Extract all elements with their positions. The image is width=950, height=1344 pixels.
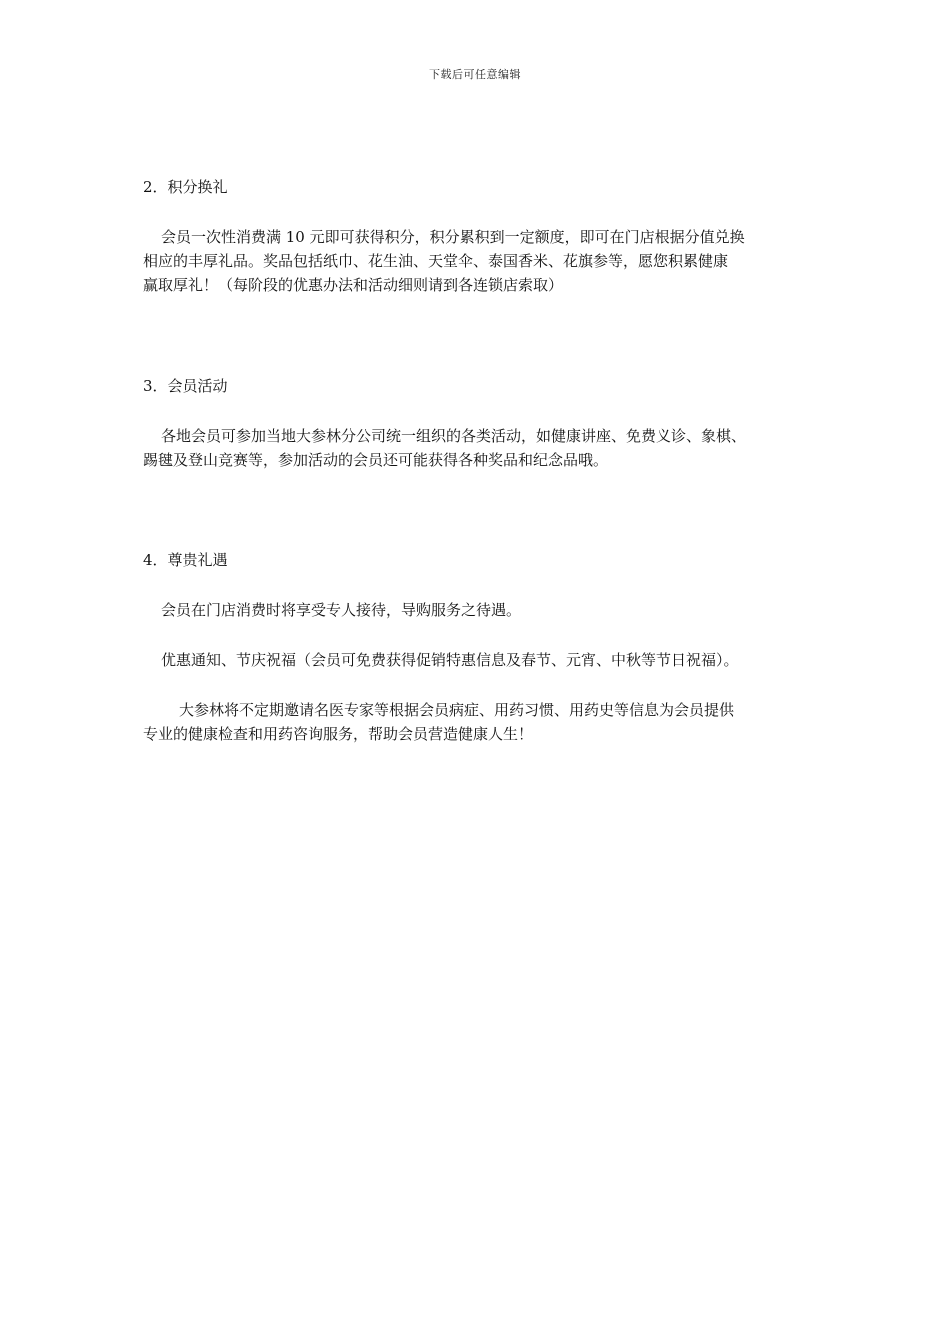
section-body-member-activities <box>143 424 813 472</box>
text-line: 相应的丰厚礼品。奖品包括纸巾、花生油、天堂伞、泰国香米、花旗参等，愿您积累健康 <box>143 252 729 270</box>
text-line: 会员在门店消费时将享受专人接待，导购服务之待遇。 <box>161 601 522 619</box>
section-heading-vip-treatment: 4．尊贵礼遇 <box>143 551 228 569</box>
text-line: 各地会员可参加当地大参林分公司统一组织的各类活动，如健康讲座、免费义诊、象棋、 <box>161 427 747 445</box>
page-header-note: 下载后可任意编辑 <box>429 68 521 81</box>
text-line: 专业的健康检查和用药咨询服务，帮助会员营造健康人生！ <box>143 725 534 743</box>
section-heading-points-exchange: 2．积分换礼 <box>143 178 228 196</box>
section-body-vip-treatment-1 <box>143 598 813 622</box>
text-line: 踢毽及登山竞赛等，参加活动的会员还可能获得各种奖品和纪念品哦。 <box>143 451 609 469</box>
text-line: 赢取厚礼！（每阶段的优惠办法和活动细则请到各连锁店索取） <box>143 276 564 294</box>
text-line: 优惠通知、节庆祝福（会员可免费获得促销特惠信息及春节、元宵、中秋等节日祝福）。 <box>161 651 739 669</box>
text-line: 会员一次性消费满 10 元即可获得积分，积分累积到一定额度，即可在门店根据分值兑换 <box>161 228 745 246</box>
section-body-vip-treatment-2 <box>143 648 813 672</box>
section-body-points-exchange <box>143 225 813 297</box>
text-line: 大参林将不定期邀请名医专家等根据会员病症、用药习惯、用药史等信息为会员提供 <box>179 701 735 719</box>
section-heading-member-activities: 3．会员活动 <box>143 377 228 395</box>
section-body-vip-treatment-3 <box>143 698 813 746</box>
